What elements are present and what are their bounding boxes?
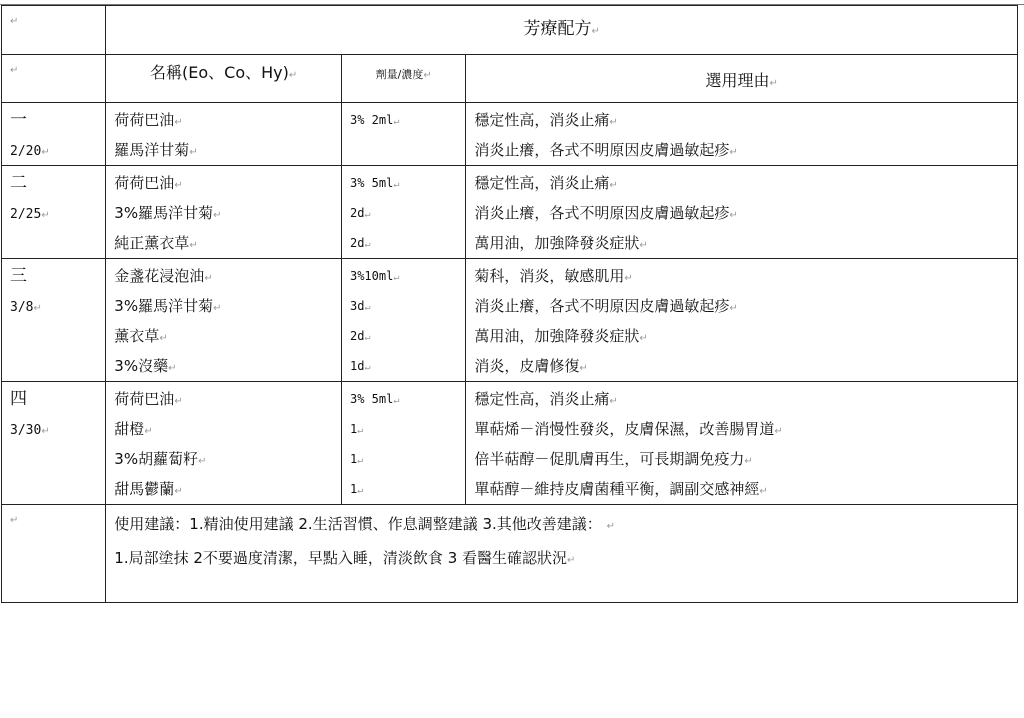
reason-line bbox=[474, 261, 1017, 291]
formula-group-row bbox=[2, 103, 1018, 166]
oil-name: 荷荷巴油 bbox=[114, 390, 175, 408]
paragraph-mark: ↵ bbox=[159, 333, 168, 344]
paragraph-mark: ↵ bbox=[10, 16, 19, 27]
paragraph-mark: ↵ bbox=[759, 486, 768, 497]
oil-name: 薰衣草 bbox=[114, 327, 160, 345]
paragraph-mark: ↵ bbox=[10, 65, 19, 76]
group-label-cell bbox=[2, 382, 106, 505]
advice-text-2: 1.局部塗抹 2不要過度清潔，早點入睡，清淡飲食 3 看醫生確認狀況 bbox=[114, 549, 568, 567]
oil-name: 3%胡蘿蔔籽 bbox=[114, 450, 199, 468]
group-label-line bbox=[10, 105, 105, 135]
advice-corner-cell bbox=[2, 505, 106, 603]
paragraph-mark: ↵ bbox=[168, 363, 177, 374]
paragraph-mark: ↵ bbox=[423, 70, 432, 81]
paragraph-mark: ↵ bbox=[639, 240, 648, 251]
formula-group-row bbox=[2, 382, 1018, 505]
paragraph-mark: ↵ bbox=[213, 210, 222, 221]
group-number: 一 bbox=[10, 110, 27, 130]
header-corner-cell bbox=[2, 55, 106, 103]
header-dose-cell bbox=[341, 55, 465, 103]
paragraph-mark: ↵ bbox=[364, 239, 371, 250]
advice-row bbox=[2, 505, 1018, 603]
paragraph-mark: ↵ bbox=[357, 455, 364, 466]
paragraph-mark: ↵ bbox=[606, 521, 615, 532]
paragraph-mark: ↵ bbox=[393, 179, 400, 190]
paragraph-mark: ↵ bbox=[567, 555, 576, 566]
paragraph-mark: ↵ bbox=[189, 240, 198, 251]
reason-line bbox=[474, 384, 1017, 414]
reason-line bbox=[474, 105, 1017, 135]
oil-name: 荷荷巴油 bbox=[114, 111, 175, 129]
reason-text: 萬用油，加強降發炎症狀 bbox=[474, 234, 640, 252]
paragraph-mark: ↵ bbox=[744, 456, 753, 467]
paragraph-mark: ↵ bbox=[174, 117, 183, 128]
paragraph-mark: ↵ bbox=[609, 117, 618, 128]
oil-name-line bbox=[114, 198, 341, 228]
dose-value: 2d bbox=[349, 329, 365, 343]
reason-line bbox=[474, 474, 1017, 504]
reason-text: 穩定性高，消炎止痛 bbox=[474, 174, 610, 192]
reason-cell bbox=[466, 382, 1018, 505]
reason-text: 消炎止癢，各式不明原因皮膚過敏起疹 bbox=[474, 297, 730, 315]
oil-name-cell bbox=[106, 103, 342, 166]
reason-cell bbox=[466, 103, 1018, 166]
reason-line bbox=[474, 228, 1017, 258]
group-label-line bbox=[10, 168, 105, 198]
reason-text: 消炎止癢，各式不明原因皮膚過敏起疹 bbox=[474, 204, 730, 222]
corner-cell bbox=[2, 6, 106, 55]
paragraph-mark: ↵ bbox=[204, 273, 213, 284]
oil-name: 3%沒藥 bbox=[114, 357, 169, 375]
paragraph-mark: ↵ bbox=[33, 303, 42, 314]
dose-value: 1 bbox=[349, 422, 358, 436]
paragraph-mark: ↵ bbox=[288, 70, 298, 81]
dose-value: 3%10ml bbox=[349, 269, 394, 283]
group-date: 2/20 bbox=[10, 144, 42, 159]
dose-cell bbox=[341, 103, 465, 166]
dose-value: 1 bbox=[349, 452, 358, 466]
header-reason-cell bbox=[466, 55, 1018, 103]
paragraph-mark: ↵ bbox=[639, 333, 648, 344]
oil-name-cell bbox=[106, 382, 342, 505]
dose-line bbox=[350, 168, 465, 198]
dose-line bbox=[350, 105, 465, 135]
reason-cell bbox=[466, 166, 1018, 259]
oil-name-line bbox=[114, 321, 341, 351]
paragraph-mark: ↵ bbox=[769, 78, 778, 89]
paragraph-mark: ↵ bbox=[609, 396, 618, 407]
oil-name-line bbox=[114, 384, 341, 414]
reason-line bbox=[474, 198, 1017, 228]
dose-value: 3d bbox=[349, 299, 365, 313]
group-number: 三 bbox=[10, 266, 27, 286]
paragraph-mark: ↵ bbox=[41, 210, 50, 221]
advice-text-1: 使用建議：1.精油使用建議 2.生活習慣、作息調整建議 3.其他改善建議： bbox=[114, 515, 602, 533]
dose-line bbox=[350, 198, 465, 228]
group-date-line bbox=[10, 414, 105, 444]
dose-value: 2d bbox=[349, 236, 365, 250]
oil-name: 羅馬洋甘菊 bbox=[114, 141, 190, 159]
paragraph-mark: ↵ bbox=[624, 273, 633, 284]
formula-group-row bbox=[2, 259, 1018, 382]
header-row bbox=[2, 55, 1018, 103]
oil-name-line bbox=[114, 168, 341, 198]
advice-line-1 bbox=[114, 511, 1017, 545]
paragraph-mark: ↵ bbox=[729, 147, 738, 158]
oil-name-line bbox=[114, 135, 341, 165]
reason-text: 消炎止癢，各式不明原因皮膚過敏起疹 bbox=[474, 141, 730, 159]
reason-text: 菊科，消炎，敏感肌用 bbox=[474, 267, 625, 285]
oil-name-line bbox=[114, 291, 341, 321]
paragraph-mark: ↵ bbox=[609, 180, 618, 191]
oil-name-line bbox=[114, 228, 341, 258]
reason-line bbox=[474, 135, 1017, 165]
oil-name: 甜橙 bbox=[114, 420, 145, 438]
group-number: 二 bbox=[10, 173, 27, 193]
group-label-line bbox=[10, 261, 105, 291]
group-date: 2/25 bbox=[10, 207, 42, 222]
dose-line bbox=[350, 261, 465, 291]
paragraph-mark: ↵ bbox=[364, 209, 371, 220]
advice-cell bbox=[106, 505, 1018, 603]
header-reason: 選用理由 bbox=[705, 71, 770, 90]
reason-text: 單萜醇－維持皮膚菌種平衡，調副交感神經 bbox=[474, 480, 760, 498]
group-number: 四 bbox=[10, 389, 27, 409]
dose-line bbox=[350, 444, 465, 474]
dose-cell bbox=[341, 166, 465, 259]
dose-cell bbox=[341, 382, 465, 505]
paragraph-mark: ↵ bbox=[189, 147, 198, 158]
reason-text: 單萜烯－消慢性發炎，皮膚保濕，改善腸胃道 bbox=[474, 420, 775, 438]
paragraph-mark: ↵ bbox=[174, 396, 183, 407]
formula-group-row bbox=[2, 166, 1018, 259]
group-label-cell bbox=[2, 259, 106, 382]
reason-cell bbox=[466, 259, 1018, 382]
paragraph-mark: ↵ bbox=[393, 272, 400, 283]
paragraph-mark: ↵ bbox=[729, 210, 738, 221]
oil-name: 甜馬鬱蘭 bbox=[114, 480, 175, 498]
dose-line bbox=[350, 414, 465, 444]
paragraph-mark: ↵ bbox=[774, 426, 783, 437]
dose-value: 3% 5ml bbox=[349, 176, 394, 190]
oil-name-line bbox=[114, 351, 341, 381]
header-dose: 劑量/濃度 bbox=[375, 68, 424, 81]
dose-line bbox=[350, 384, 465, 414]
reason-line bbox=[474, 321, 1017, 351]
oil-name-line bbox=[114, 444, 341, 474]
reason-line bbox=[474, 291, 1017, 321]
paragraph-mark: ↵ bbox=[729, 303, 738, 314]
advice-line-2 bbox=[114, 545, 1017, 579]
paragraph-mark: ↵ bbox=[579, 363, 588, 374]
group-date: 3/8 bbox=[10, 300, 34, 315]
oil-name-line bbox=[114, 261, 341, 291]
group-label-cell bbox=[2, 103, 106, 166]
reason-text: 消炎，皮膚修復 bbox=[474, 357, 580, 375]
paragraph-mark: ↵ bbox=[357, 425, 364, 436]
oil-name: 3%羅馬洋甘菊 bbox=[114, 297, 214, 315]
oil-name: 3%羅馬洋甘菊 bbox=[114, 204, 214, 222]
aromatherapy-table bbox=[1, 5, 1018, 603]
group-date-line bbox=[10, 135, 105, 165]
dose-value: 3% 2ml bbox=[349, 113, 394, 127]
paragraph-mark: ↵ bbox=[393, 395, 400, 406]
paragraph-mark: ↵ bbox=[10, 515, 19, 526]
paragraph-mark: ↵ bbox=[364, 302, 371, 313]
dose-line bbox=[350, 351, 465, 381]
oil-name-cell bbox=[106, 166, 342, 259]
oil-name-cell bbox=[106, 259, 342, 382]
paragraph-mark: ↵ bbox=[41, 426, 50, 437]
paragraph-mark: ↵ bbox=[144, 426, 153, 437]
paragraph-mark: ↵ bbox=[174, 486, 183, 497]
dose-value: 1d bbox=[349, 359, 365, 373]
reason-text: 穩定性高，消炎止痛 bbox=[474, 390, 610, 408]
oil-name-line bbox=[114, 414, 341, 444]
table-title: 芳療配方 bbox=[523, 19, 592, 39]
dose-line bbox=[350, 474, 465, 504]
header-name: 名稱(Eo、Co、Hy) bbox=[150, 63, 289, 82]
oil-name: 純正薰衣草 bbox=[114, 234, 190, 252]
oil-name: 金盞花浸泡油 bbox=[114, 267, 205, 285]
reason-text: 倍半萜醇－促肌膚再生，可長期調免疫力 bbox=[474, 450, 745, 468]
group-label-cell bbox=[2, 166, 106, 259]
group-label-line bbox=[10, 384, 105, 414]
paragraph-mark: ↵ bbox=[41, 147, 50, 158]
dose-line bbox=[350, 321, 465, 351]
table-title-cell bbox=[106, 6, 1018, 55]
paragraph-mark: ↵ bbox=[364, 362, 371, 373]
group-date-line bbox=[10, 198, 105, 228]
paragraph-mark: ↵ bbox=[357, 485, 364, 496]
group-date-line bbox=[10, 291, 105, 321]
dose-line bbox=[350, 228, 465, 258]
dose-line bbox=[350, 135, 465, 165]
reason-line bbox=[474, 414, 1017, 444]
paragraph-mark: ↵ bbox=[393, 116, 400, 127]
dose-line bbox=[350, 291, 465, 321]
paragraph-mark: ↵ bbox=[213, 303, 222, 314]
reason-line bbox=[474, 168, 1017, 198]
reason-line bbox=[474, 444, 1017, 474]
dose-value: 3% 5ml bbox=[349, 392, 394, 406]
paragraph-mark: ↵ bbox=[364, 332, 371, 343]
formula-groups bbox=[2, 103, 1018, 505]
dose-value: 1 bbox=[349, 482, 358, 496]
oil-name-line bbox=[114, 474, 341, 504]
header-name-cell bbox=[106, 55, 342, 103]
reason-text: 穩定性高，消炎止痛 bbox=[474, 111, 610, 129]
oil-name-line bbox=[114, 105, 341, 135]
group-date: 3/30 bbox=[10, 423, 42, 438]
reason-text: 萬用油，加強降發炎症狀 bbox=[474, 327, 640, 345]
dose-value: 2d bbox=[349, 206, 365, 220]
paragraph-mark: ↵ bbox=[174, 180, 183, 191]
paragraph-mark: ↵ bbox=[198, 456, 207, 467]
reason-line bbox=[474, 351, 1017, 381]
paragraph-mark: ↵ bbox=[591, 26, 600, 37]
oil-name: 荷荷巴油 bbox=[114, 174, 175, 192]
dose-cell bbox=[341, 259, 465, 382]
title-row bbox=[2, 6, 1018, 55]
